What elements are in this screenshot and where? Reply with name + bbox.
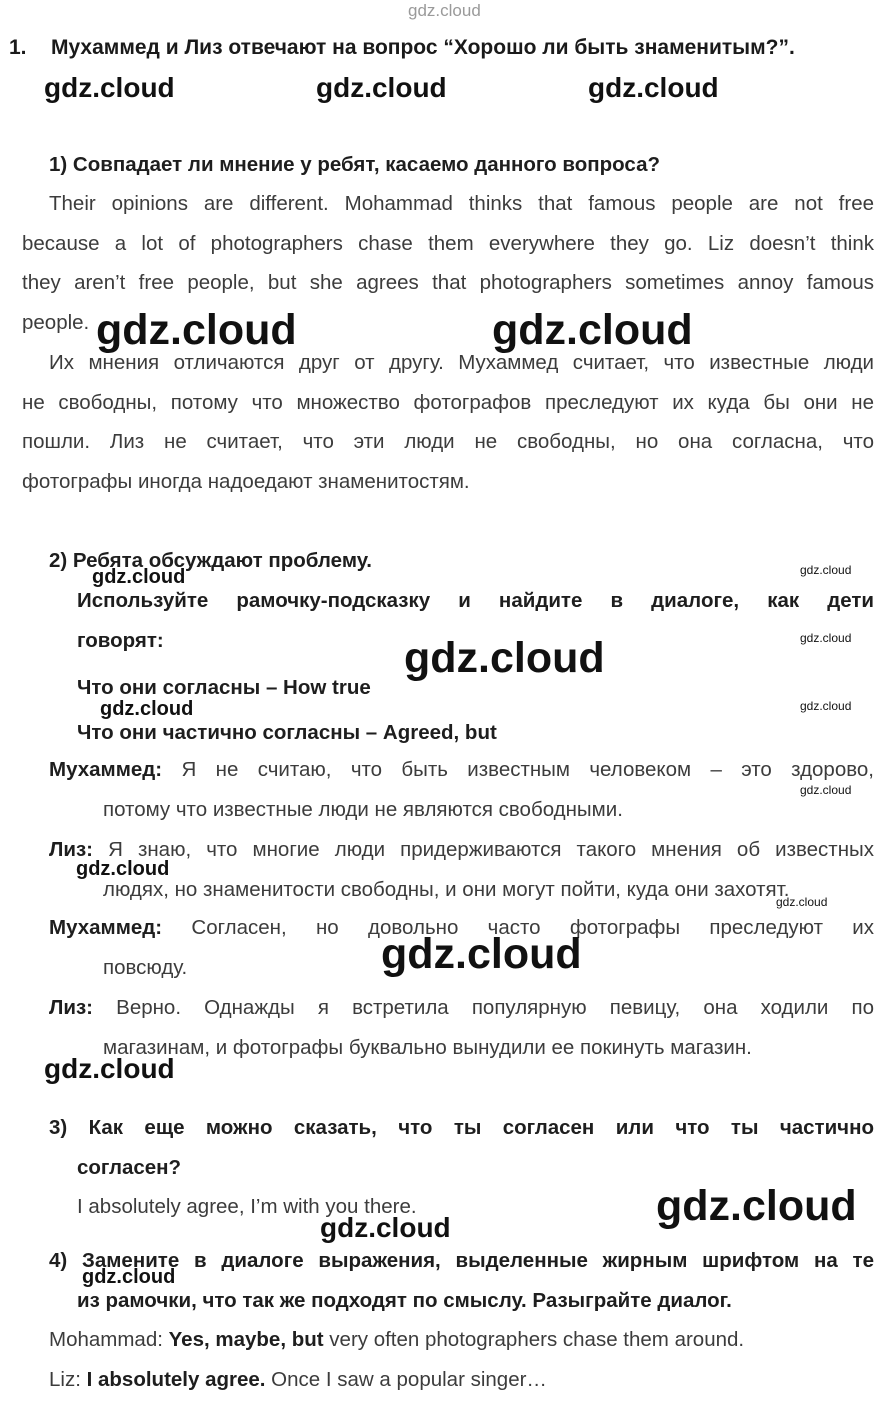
dialogue-text: Я не считаю, что быть известным человеком – это здорово, [181, 758, 874, 781]
dialogue-text: Я знаю, что многие люди придерживаются такого мнения об известных [108, 838, 874, 861]
answer-line: пошли. Лиз не считает, что эти люди не свободны, но она согласна, что [22, 430, 874, 453]
bold-phrase: I absolutely agree. [86, 1368, 266, 1391]
watermark-text: gdz.cloud [381, 930, 582, 978]
question-3-heading-end: согласен? [77, 1156, 182, 1179]
dialogue-line [49, 750, 874, 829]
dialogue-text: людях, но знаменитости свободны, и они могут пойти, куда они захотят. [103, 877, 790, 901]
watermark-text: gdz.cloud [320, 1212, 451, 1243]
dialogue-text: Верно. Однажды я встретила популярную певицу, она ходили по [116, 996, 874, 1019]
watermark-text: gdz.cloud [82, 1266, 176, 1288]
question-2-instruction: Используйте рамочку-подсказку и найдите в диалоге, как дети [77, 589, 874, 612]
dialogue-text: повсюду. [103, 955, 188, 979]
watermark-text: gdz.cloud [492, 306, 693, 354]
speaker-label: Мухаммед: [49, 916, 163, 939]
watermark-text: gdz.cloud [588, 72, 719, 103]
dialogue-text: Согласен, но довольно часто фотографы преследуют их [191, 916, 874, 939]
watermark-text: gdz.cloud [800, 699, 852, 713]
watermark-text: gdz.cloud [44, 1053, 175, 1084]
question-1-heading: 1) Совпадает ли мнение у ребят, касаемо данного вопроса? [49, 153, 660, 176]
dialogue-line [49, 830, 874, 909]
watermark-text: gdz.cloud [100, 698, 194, 720]
answer-line: Their opinions are different. Mohammad thinks that famous people are not free [49, 192, 874, 215]
watermark-text: gdz.cloud [408, 1, 481, 20]
watermark-text: gdz.cloud [800, 563, 852, 577]
agree-phrase: Что они согласны – How true [77, 676, 371, 699]
watermark-text: gdz.cloud [76, 858, 170, 880]
task-number: 1. [9, 36, 27, 59]
dialogue-line [49, 1328, 744, 1352]
watermark-text: gdz.cloud [404, 634, 605, 682]
dialogue-text: Once I saw a popular singer… [265, 1368, 547, 1391]
dialogue-line [49, 1368, 547, 1392]
question-4-heading: 4) Замените в диалоге выражения, выделенные жирным шрифтом на те [49, 1249, 874, 1272]
answer-russian [22, 343, 874, 501]
dialogue-text: потому что известные люди не являются свободными. [103, 797, 623, 821]
speaker-label: Liz: [49, 1368, 81, 1391]
answer-line: не свободны, потому что множество фотографов преследуют их куда бы они не [22, 390, 874, 414]
dialogue-text: very often photographers chase them around. [323, 1328, 745, 1351]
question-3-answer: I absolutely agree, I’m with you there. [77, 1195, 417, 1218]
speaker-label: Мухаммед: [49, 758, 163, 781]
watermark-text: gdz.cloud [776, 895, 828, 909]
watermark-text: gdz.cloud [800, 631, 852, 645]
watermark-text: gdz.cloud [800, 783, 852, 797]
watermark-text: gdz.cloud [656, 1182, 857, 1230]
speaker-label: Лиз: [49, 996, 94, 1019]
bold-phrase: Yes, maybe, but [168, 1328, 324, 1351]
watermark-text: gdz.cloud [316, 72, 447, 103]
answer-line: because a lot of photographers chase them everywhere they go. Liz doesn’t think [22, 231, 874, 255]
question-2-instruction-end: говорят: [77, 629, 164, 652]
speaker-label: Лиз: [49, 838, 94, 861]
answer-line: Их мнения отличаются друг от другу. Мухаммед считает, что известные люди [49, 351, 874, 374]
watermark-text: gdz.cloud [96, 306, 297, 354]
dialogue-text: магазинам, и фотографы буквально вынудили ее покинуть магазин. [103, 1035, 752, 1059]
partial-agree-phrase: Что они частично согласны – Agreed, but [77, 721, 497, 744]
answer-line: they aren’t free people, but she agrees that photographers sometimes annoy famous [22, 271, 874, 294]
question-2-heading: 2) Ребята обсуждают проблему. [49, 549, 373, 572]
task-title: Мухаммед и Лиз отвечают на вопрос “Хорошо ли быть знаменитым?”. [51, 36, 795, 59]
question-4-heading-end: из рамочки, что так же подходят по смыслу. Разыграйте диалог. [77, 1289, 732, 1312]
question-3-heading: 3) Как еще можно сказать, что ты согласен или что ты частично [49, 1116, 874, 1139]
speaker-label: Mohammad: [49, 1328, 163, 1351]
watermark-text: gdz.cloud [44, 72, 175, 103]
answer-line: фотографы иногда надоедают знаменитостям. [22, 469, 470, 493]
answer-line: people. [22, 310, 90, 334]
watermark-text: gdz.cloud [92, 566, 186, 588]
